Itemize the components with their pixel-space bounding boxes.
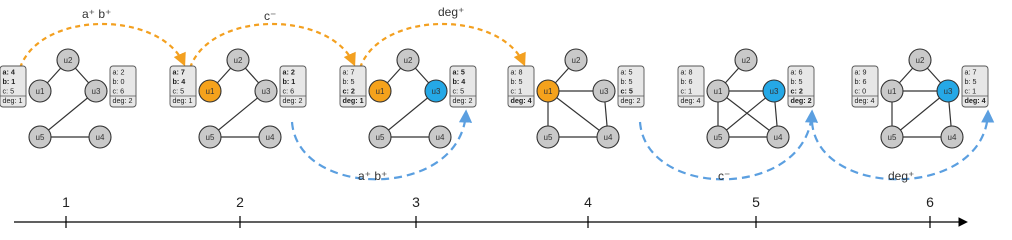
- stat-value: deg: 4: [680, 96, 701, 105]
- stat-value: c: 5: [452, 86, 465, 96]
- stat-box-left: [170, 66, 196, 107]
- node-label-u3: u3: [261, 87, 271, 96]
- stat-box-right: [788, 66, 814, 107]
- orange-arc-3-4: [360, 24, 524, 68]
- stat-value: a: 9: [854, 67, 867, 77]
- stat-value: c: 6: [282, 86, 295, 96]
- stat-value: deg: 1: [172, 96, 193, 105]
- node-label-u1: u1: [205, 87, 215, 96]
- node-label-u2: u2: [233, 56, 243, 65]
- orange-arc-2-3: [190, 24, 354, 68]
- stat-value: a: 8: [510, 67, 523, 77]
- stat-value: a: 2: [112, 67, 125, 77]
- node-label-u1: u1: [35, 87, 45, 96]
- node-label-u1: u1: [375, 87, 385, 96]
- node-label-u2: u2: [571, 56, 581, 65]
- graph-snapshot-4: [508, 49, 644, 148]
- transition-label-top-3: deg⁺: [438, 5, 465, 19]
- stat-value: c: 2: [790, 86, 803, 96]
- stat-box-right: [962, 66, 988, 107]
- transition-label-top-1: a⁺ b⁺: [82, 7, 112, 21]
- node-label-u4: u4: [603, 133, 613, 142]
- node-label-u4: u4: [265, 133, 275, 142]
- stat-value: deg: 1: [342, 96, 364, 105]
- stat-value: c: 5: [620, 86, 633, 96]
- stat-value: b: 4: [172, 77, 186, 86]
- transition-label-bottom-3: deg⁺: [888, 169, 915, 183]
- timeline-tick-label: 6: [926, 194, 934, 210]
- stat-box-left: [852, 66, 878, 107]
- graph-snapshot-5: [678, 49, 814, 148]
- stat-box-right: [450, 66, 476, 107]
- stat-box-left: [508, 66, 534, 107]
- node-label-u3: u3: [943, 87, 953, 96]
- stat-value: a: 2: [282, 67, 295, 77]
- stat-box-right: [280, 66, 306, 107]
- node-label-u4: u4: [95, 133, 105, 142]
- stat-box-right: [110, 66, 136, 107]
- node-label-u2: u2: [403, 56, 413, 65]
- stat-value: b: 5: [342, 77, 355, 86]
- stat-value: deg: 2: [790, 96, 812, 105]
- timeline-tick-label: 5: [752, 194, 760, 210]
- stat-value: deg: 4: [854, 96, 875, 105]
- stat-box-left: [678, 66, 704, 107]
- top-transitions: [20, 5, 524, 68]
- stat-value: deg: 2: [112, 96, 133, 105]
- stat-value: a: 7: [172, 67, 185, 77]
- stat-box-left: [0, 66, 26, 107]
- stat-value: c: 2: [342, 86, 355, 96]
- transition-label-bottom-1: a⁺ b⁺: [358, 169, 388, 183]
- stat-value: b: 1: [282, 77, 296, 86]
- node-label-u3: u3: [91, 87, 101, 96]
- timeline-tick-label: 1: [62, 194, 70, 210]
- node-label-u4: u4: [435, 133, 445, 142]
- graph-snapshot-3: [340, 49, 476, 148]
- node-label-u5: u5: [543, 133, 553, 142]
- stat-box-right: [618, 66, 644, 107]
- stat-value: b: 5: [790, 77, 803, 86]
- node-label-u4: u4: [947, 133, 957, 142]
- stat-value: b: 5: [964, 77, 977, 86]
- stat-value: deg: 4: [964, 96, 986, 105]
- stat-value: deg: 4: [510, 96, 532, 105]
- node-label-u5: u5: [35, 133, 45, 142]
- node-label-u2: u2: [741, 56, 751, 65]
- transition-label-top-2: c⁻: [264, 9, 277, 23]
- timeline: [14, 194, 966, 228]
- stat-value: b: 1: [2, 77, 16, 86]
- stat-value: deg: 2: [282, 96, 303, 105]
- bottom-transitions: [292, 112, 988, 183]
- transition-label-bottom-2: c⁻: [718, 169, 731, 183]
- stat-value: c: 5: [2, 86, 15, 96]
- node-label-u1: u1: [543, 87, 553, 96]
- stat-value: b: 5: [620, 77, 633, 86]
- stat-value: deg: 2: [620, 96, 641, 105]
- stat-value: b: 6: [680, 77, 693, 86]
- graph-snapshot-2: [170, 49, 306, 148]
- stat-box-left: [340, 66, 366, 107]
- stat-value: a: 5: [620, 67, 633, 77]
- node-label-u2: u2: [915, 56, 925, 65]
- node-label-u3: u3: [431, 87, 441, 96]
- stat-value: c: 1: [510, 86, 523, 96]
- node-label-u5: u5: [375, 133, 385, 142]
- graph-snapshot-1: [0, 49, 136, 148]
- node-label-u2: u2: [63, 56, 73, 65]
- node-label-u5: u5: [713, 133, 723, 142]
- node-label-u5: u5: [887, 133, 897, 142]
- stat-value: c: 6: [112, 86, 125, 96]
- stat-value: a: 5: [452, 67, 465, 77]
- orange-arc-1-2: [20, 24, 184, 68]
- timeline-tick-label: 2: [236, 194, 244, 210]
- node-label-u1: u1: [713, 87, 723, 96]
- node-label-u4: u4: [773, 133, 783, 142]
- stat-value: a: 8: [680, 67, 693, 77]
- stat-value: b: 4: [452, 77, 466, 86]
- stat-value: a: 7: [342, 67, 355, 77]
- stat-value: deg: 2: [452, 96, 473, 105]
- graph-snapshots: [0, 49, 988, 148]
- graph-snapshot-6: [852, 49, 988, 148]
- stat-value: b: 6: [854, 77, 867, 86]
- timeline-tick-label: 4: [584, 194, 592, 210]
- stat-value: a: 7: [964, 67, 977, 77]
- stat-value: b: 0: [112, 77, 125, 86]
- stat-value: b: 5: [510, 77, 523, 86]
- stat-value: a: 6: [790, 67, 803, 77]
- stat-value: a: 4: [2, 67, 15, 77]
- timeline-tick-label: 3: [412, 194, 420, 210]
- stat-value: c: 0: [854, 86, 867, 96]
- stat-value: deg: 1: [2, 96, 23, 105]
- stat-value: c: 1: [964, 86, 977, 96]
- node-label-u3: u3: [769, 87, 779, 96]
- node-label-u1: u1: [887, 87, 897, 96]
- node-label-u5: u5: [205, 133, 215, 142]
- stat-value: c: 5: [172, 86, 185, 96]
- stat-value: c: 1: [680, 86, 693, 96]
- node-label-u3: u3: [599, 87, 609, 96]
